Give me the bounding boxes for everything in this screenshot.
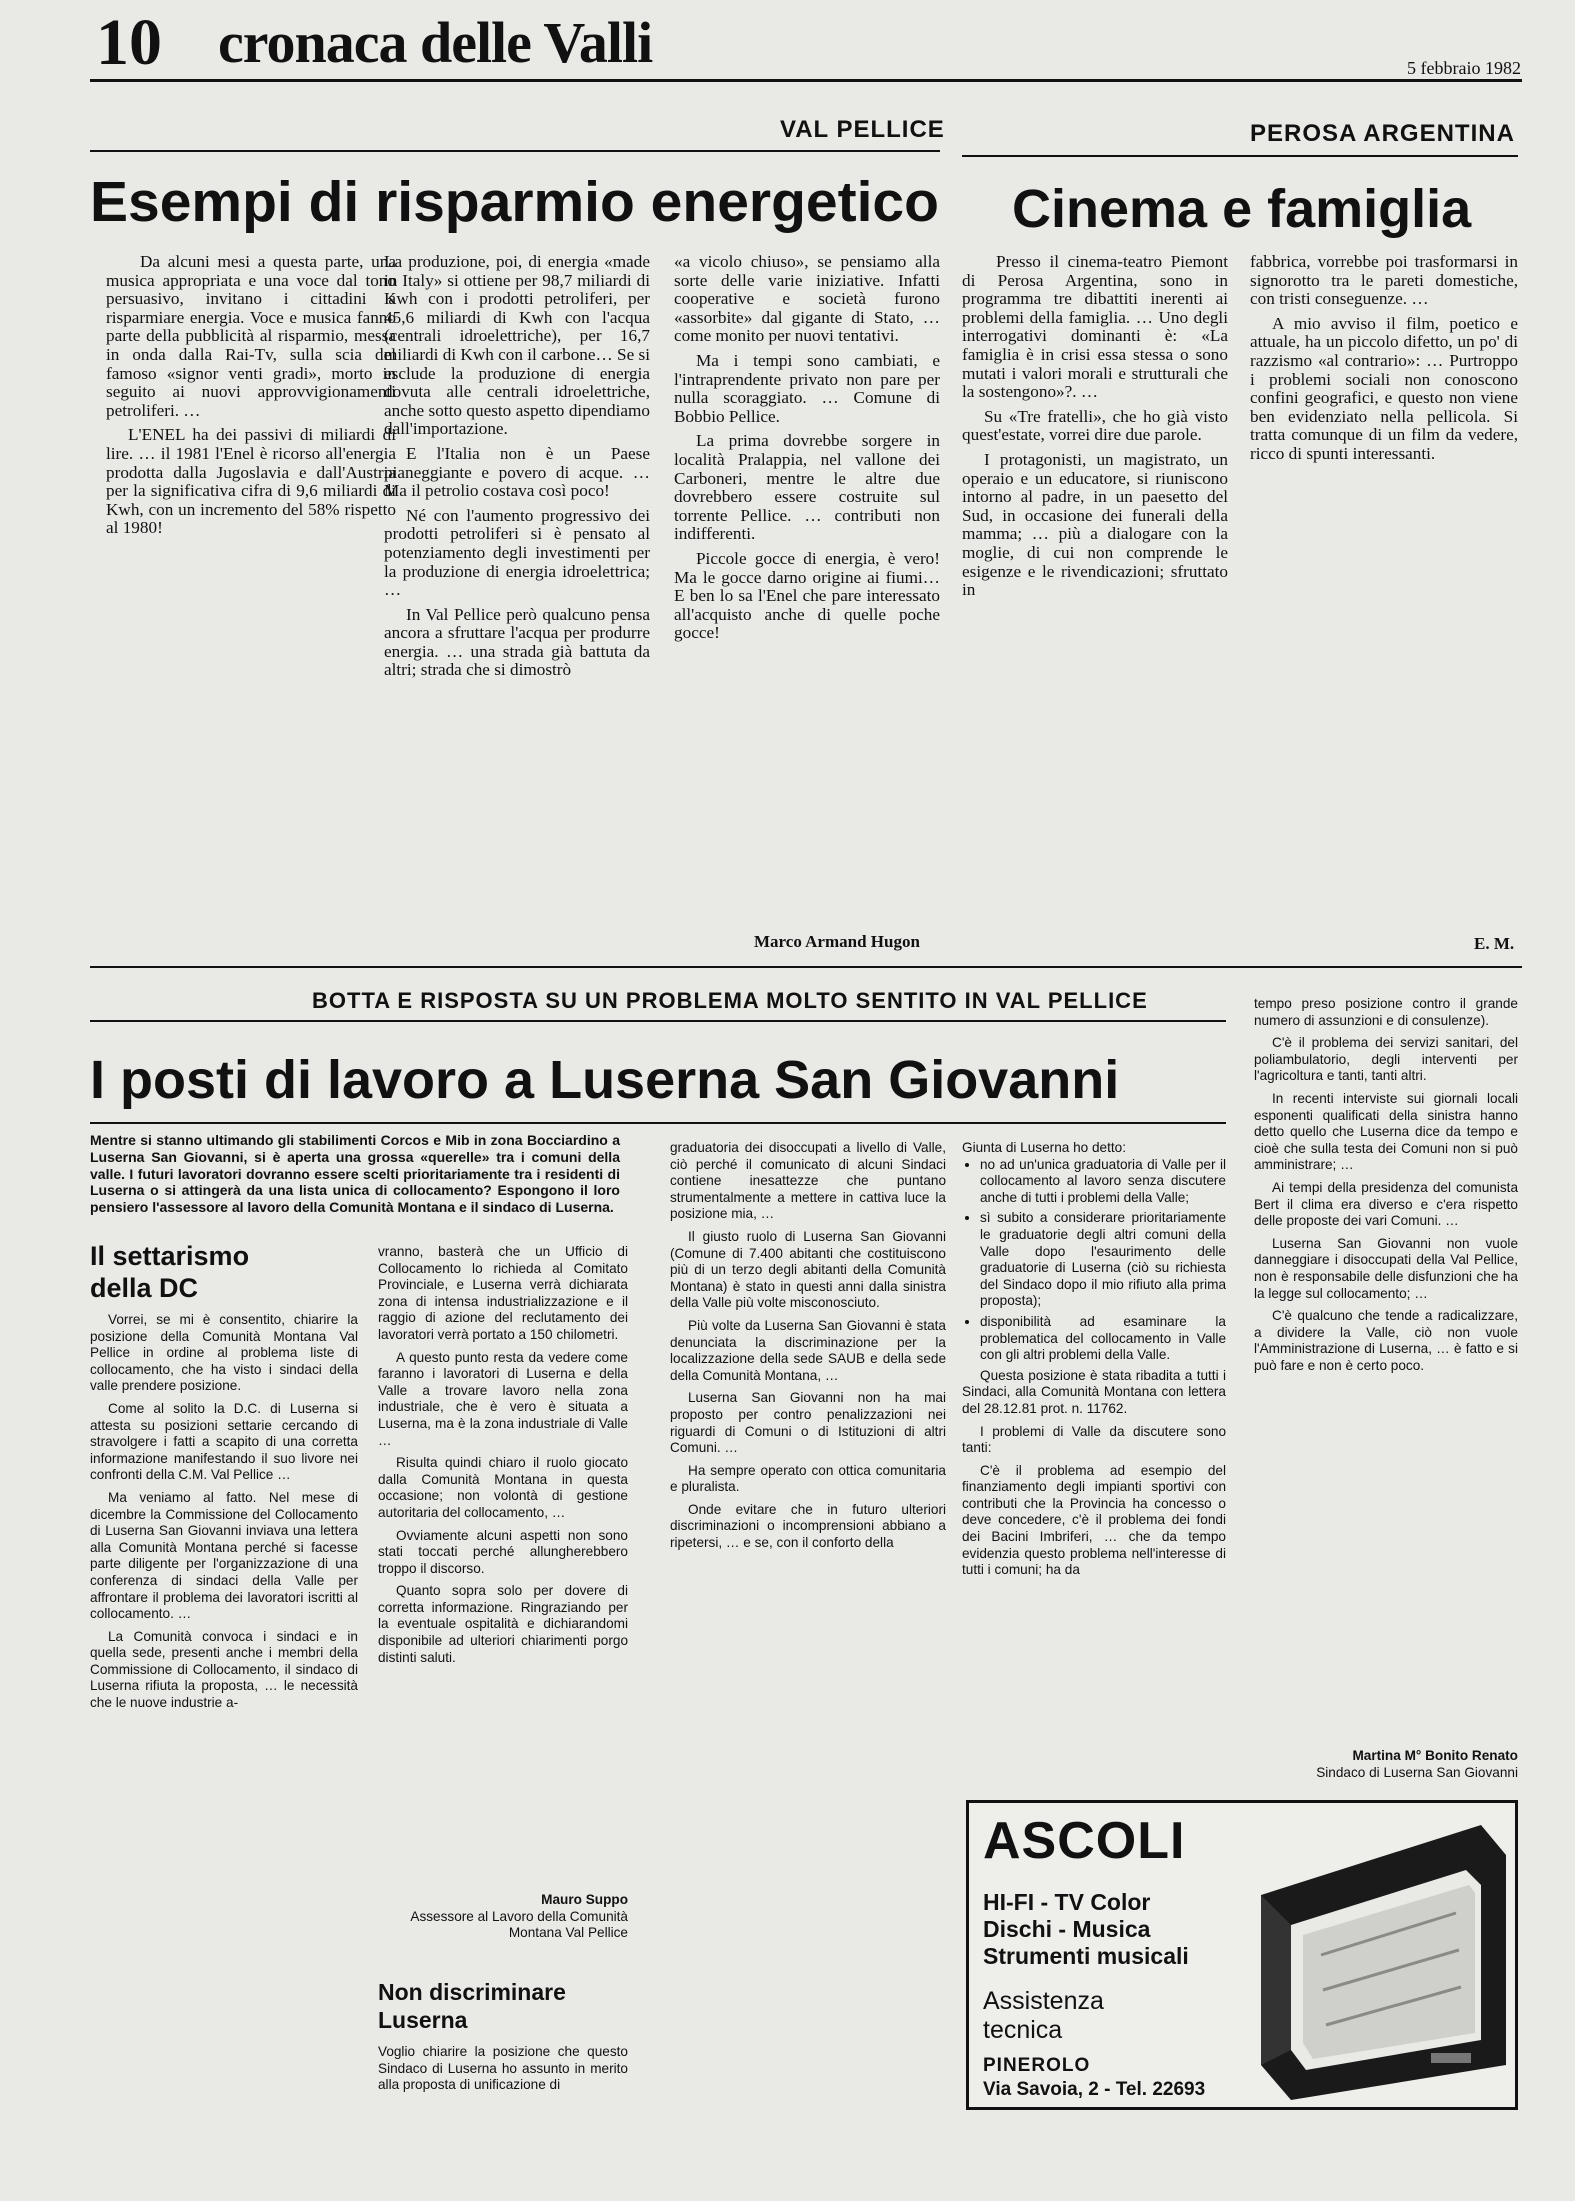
issue-date: 5 febbraio 1982 — [1407, 58, 1521, 78]
paragraph: C'è il problema dei servizi sanitari, del poliambulatorio, degli interventi per l'agricoltura e tanti, tanti altri. — [1254, 1035, 1518, 1084]
tv-illustration-icon — [1231, 1815, 1513, 2105]
ad-service-line: Assistenza — [983, 1987, 1104, 2015]
paragraph: Ma veniamo al fatto. Nel mese di dicembre la Commissione del Collocamento di Luserna San Giovanni inviava una lettera alla Comunità Montana perché si facesse parte diligente per l'organizzazione di una conferenza di sindaci della Valle per affrontare il problema dei lavoratori iscritti al collocamento. … — [90, 1489, 358, 1622]
paragraph: In recenti interviste sui giornali locali esponenti qualificati della sinistra hanno detto quello che Luserna dice da tempo e cioè che sulla testa dei Comuni non si può amministrare; … — [1254, 1090, 1518, 1173]
paragraph: Luserna San Giovanni non ha mai proposto per contro penalizzazioni nei riguardi di Comuni o di Istituzioni di altri Comuni. … — [670, 1390, 946, 1456]
paragraph: Su «Tre fratelli», che ho già visto quest'estate, vorrei dire due parole. — [962, 406, 1228, 445]
paragraph: La prima dovrebbe sorgere in località Pralappia, nel vallone dei Carboneri, mentre le altre due dovrebbero essere costruite sul torrente Pellice. … contributi non indifferenti. — [674, 431, 940, 544]
kicker-botta-e-risposta: BOTTA E RISPOSTA SU UN PROBLEMA MOLTO SENTITO IN VAL PELLICE — [312, 988, 1148, 1013]
paragraph: Luserna San Giovanni non vuole danneggiare i disoccupati della Val Pellice, non è responsabile delle disfunzioni che ha la legge sul collocamento; … — [1254, 1235, 1518, 1301]
signature-mayor — [1140, 1748, 1518, 1781]
ad-service — [983, 1987, 1104, 2045]
jobs-kicker-rule — [90, 1020, 1226, 1022]
energy-column-1 — [106, 253, 396, 953]
paragraph: A questo punto resta da vedere come faranno i lavoratori di Luserna e della Valle a trovare lavoro nella zona industriale, che è vero è situata a Luserna, ma è la zona industriale di Valle … — [378, 1349, 628, 1448]
paragraph: Onde evitare che in futuro ulteriori discriminazioni o incomprensioni abbiano a ripetersi, … e se, con il conforto della — [670, 1501, 946, 1551]
jobs-intro: Mentre si stanno ultimando gli stabilimenti Corcos e Mib in zona Bocciardino a Luserna San Giovanni, si è aperta una grossa «querelle» tra i comuni della valle. I futuri lavoratori dovranno essere scelti prioritariamente tra i residenti di Luserna o si attingerà da una lista unica di collocamento? Espongono il loro pensiero l'assessore al lavoro della Comunità Montana e il sindaco di Luserna. — [90, 1132, 620, 1216]
paragraph: Come al solito la D.C. di Luserna si attesta su posizioni settarie cercando di stravolgere i fatti a scapito di una corretta informazione manifestando il suo livore nei confronti della C.M. Val Pellice … — [90, 1400, 358, 1483]
headline-energy: Esempi di risparmio energetico — [90, 170, 939, 234]
kicker-val-pellice: VAL PELLICE — [780, 116, 945, 143]
headline-cinema: Cinema e famiglia — [1012, 179, 1472, 239]
paragraph: Da alcuni mesi a questa parte, una musica appropriata e una voce dal tono persuasivo, invitano i cittadini a risparmiare energia. Voce e musica fanno parte della pubblicità al risparmio, messa in onda dalla Rai-Tv, sulla scia del famoso «signor venti gradi», morto in seguito ai nuovi approvvigionamenti petroliferi. … — [106, 253, 396, 420]
paragraph: C'è il problema ad esempio del finanziamento degli impianti sportivi con contributi che la Provincia ha concesso o deve concedere, c'è il problema dei fondi dei Bacini Imbriferi, … che da tempo evidenzia questo problema nell'interesse di tutti i comuni; ha da — [962, 1462, 1226, 1578]
ad-line: HI-FI - TV Color — [983, 1889, 1151, 1915]
signature-name: Martina M° Bonito Renato — [1352, 1748, 1518, 1763]
paragraph: A mio avviso il film, poetico e attuale, ha un piccolo difetto, un po' di razzismo «al contrario»: … Purtroppo i problemi sociali non conoscono confini geografici, e questo non viene ben evidenziato nella pellicola. Si tratta comunque di un film da vedere, ricco di spunti interessanti. — [1250, 313, 1518, 463]
jobs-column-3 — [670, 1140, 946, 2112]
list-item: • sì subito a considerare prioritariamente le graduatorie degli altri comuni della Valle dopo l'esaurimento delle graduatorie di Luserna (ciò su richiesta del Sindaco dopo il mio rifiuto alla prima proposta); — [980, 1210, 1226, 1310]
paragraph: Questa posizione è stata ribadita a tutti i Sindaci, alla Comunità Montana con lettera del 28.12.81 prot. n. 11762. — [962, 1367, 1226, 1416]
kicker-perosa-argentina: PEROSA ARGENTINA — [1250, 120, 1515, 147]
ad-service-line: tecnica — [983, 2016, 1063, 2044]
paragraph: La Comunità convoca i sindaci e in quella sede, presenti anche i membri della Commissione di Collocamento, il sindaco di Luserna rifiuta la proposta, … le necessità che le nuove industrie a- — [90, 1628, 358, 1711]
paragraph: tempo preso posizione contro il grande numero di assunzioni e di consulenze). — [1254, 996, 1518, 1028]
signature-role: Sindaco di Luserna San Giovanni — [1316, 1764, 1518, 1780]
paragraph: Ha sempre operato con ottica comunitaria e pluralista. — [670, 1462, 946, 1495]
section-title: cronaca delle Valli — [218, 10, 653, 75]
paragraph: Ai tempi della presidenza del comunista Bert il clima era diverso e c'era rispetto delle proposte dei vari Comuni. … — [1254, 1179, 1518, 1229]
list-item: • disponibilità ad esaminare la problematica del collocamento in Valle con gli altri problemi della Valle. — [980, 1314, 1226, 1364]
cinema-column-1 — [962, 253, 1228, 953]
ad-line: Strumenti musicali — [983, 1943, 1189, 1969]
paragraph: fabbrica, vorrebbe poi trasformarsi in signorotto tra le pareti domestiche, con tristi conseguenze. … — [1250, 253, 1518, 309]
paragraph: Presso il cinema-teatro Piemont di Perosa Argentina, sono in programma tre dibattiti inerenti ai problemi della famiglia. … Uno degli interrogativi dominanti è: «La famiglia è in crisi essa stessa o sono mutati i valori morali e strutturali che la sostengono»?. … — [962, 253, 1228, 402]
paragraph: Ovviamente alcuni aspetti non sono stati toccati perché allungherebbero troppo il discorso. — [378, 1527, 628, 1576]
signature-name: Mauro Suppo — [541, 1892, 628, 1907]
list-intro: Giunta di Luserna ho detto: — [962, 1140, 1126, 1155]
jobs-headline-rule — [90, 1122, 1226, 1124]
jobs-column-1 — [90, 1312, 358, 2112]
paragraph: C'è qualcuno che tende a radicalizzare, a dividere la Valle, ciò non vuole l'Amministrazione di Luserna, … è fatto e si può fare e non è certo poco. — [1254, 1308, 1518, 1373]
page-number: 10 — [96, 6, 162, 79]
paragraph: Vorrei, se mi è consentito, chiarire la posizione della Comunità Montana Val Pellice in ordine al problema liste di collocamento, che ha visto i sindaci della valle prendere posizione. — [90, 1312, 358, 1394]
energy-column-3 — [674, 253, 940, 933]
paragraph: Né con l'aumento progressivo dei prodotti petroliferi si è pensato al potenziamento degli investimenti per la produzione di energia idroelettrica; … — [384, 505, 650, 600]
paragraph: E l'Italia non è un Paese pianeggiante e povero di acque. … Ma il petrolio costava così poco! — [384, 443, 650, 501]
kicker-rule-right — [962, 155, 1518, 157]
jobs-column-5 — [1254, 996, 1518, 1716]
list-item: • no ad un'unica graduatoria di Valle per il collocamento al lavoro senza discutere anche di tutti i problemi della Valle; — [980, 1157, 1226, 1207]
signature-suppo — [378, 1892, 628, 1942]
masthead-rule — [90, 79, 1522, 82]
paragraph: Il giusto ruolo di Luserna San Giovanni (Comune di 7.400 abitanti che costituiscono più di un terzo degli abitanti della Comunità Montana) è stato in questi anni dalla sinistra della Valle più volte misconosciuto. — [670, 1228, 946, 1311]
jobs-column-2 — [378, 1244, 628, 1864]
cinema-signature: E. M. — [1474, 934, 1515, 953]
cinema-column-2 — [1250, 253, 1518, 933]
paragraph: I problemi di Valle da discutere sono tanti: — [962, 1423, 1226, 1456]
ad-line: Dischi - Musica — [983, 1916, 1151, 1942]
paragraph: Più volte da Luserna San Giovanni è stata denunciata la discriminazione per la localizzazione della sede SAUB e della sede della Comunità Montana, … — [670, 1317, 946, 1383]
signature-role: Assessore al Lavoro della Comunità Montana Val Pellice — [410, 1908, 628, 1941]
paragraph: La produzione, poi, di energia «made in Italy» si ottiene per 98,7 miliardi di Kwh con i prodotti petroliferi, per 45,6 miliardi di Kwh con l'acqua (centrali idroelettriche), per 16,7 miliardi di Kwh con il carbone… Se si esclude la produzione di energia dovuta alle centrali idroelettriche, anche sotto questo aspetto dipendiamo dall'importazione. — [384, 253, 650, 439]
ad-address: Via Savoia, 2 - Tel. 22693 — [983, 2079, 1206, 2100]
ad-product-list — [983, 1889, 1189, 1970]
paragraph: vranno, basterà che un Ufficio di Collocamento lo richieda al Comitato Provinciale, e Luserna verrà dichiarata zona di intensa industrializzazione e il raggio di azione del reclutamento dei lavoratori verrà portato a 150 chilometri. — [378, 1244, 628, 1342]
section-divider — [90, 966, 1522, 968]
subhead-non-discriminare: Non discriminare Luserna — [378, 1979, 566, 2033]
paragraph: Piccole gocce di energia, è vero! Ma le gocce darno origine ai fiumi… E ben lo sa l'Enel che pare interessato all'acquisto anche di quelle poche gocce! — [674, 548, 940, 643]
energy-signature: Marco Armand Hugon — [754, 932, 920, 951]
paragraph: Risulta quindi chiaro il ruolo giocato dalla Comunità Montana in questa occasione; non volontà di gestione autoritaria del collocamento, … — [378, 1455, 628, 1520]
paragraph: L'ENEL ha dei passivi di miliardi di lire. … il 1981 l'Enel è ricorso all'energia prodotta dalla Jugoslavia e dall'Austria per la significativa cifra di 9,6 miliardi di Kwh, con un incremento del 58% rispetto al 1980! — [106, 425, 396, 538]
kicker-rule-left — [90, 150, 940, 152]
position-list — [962, 1157, 1226, 1364]
jobs-column-2-tail: Voglio chiarire la posizione che questo Sindaco di Luserna ho assunto in merito alla proposta di unificazione di — [378, 2044, 628, 2093]
paragraph: I protagonisti, un magistrato, un operaio e un educatore, si riuniscono intorno al padre, in un paesetto del Sud, in occasione dei funerali della mamma; … più a dialogare con la moglie, di cui non comprende le esigenze e le rivendicazioni; sfruttato in — [962, 449, 1228, 600]
paragraph: graduatoria dei disoccupati a livello di Valle, ciò perché il comunicato di alcuni Sindaci contiene inesattezze che puntano strumentalmente a mettere in cattiva luce la posizione mia, … — [670, 1140, 946, 1222]
headline-jobs: I posti di lavoro a Luserna San Giovanni — [90, 1050, 1120, 1110]
ad-brand: ASCOLI — [983, 1812, 1186, 1870]
energy-column-2 — [384, 253, 650, 953]
paragraph: «a vicolo chiuso», se pensiamo alla sorte delle varie iniziative. Infatti cooperative e società furono «assorbite» dal gigante di Stato, … come monito per nuovi tentativi. — [674, 253, 940, 346]
subhead-settarismo: Il settarismo della DC — [90, 1241, 250, 1303]
paragraph: In Val Pellice però qualcuno pensa ancora a sfruttare l'acqua per produrre energia. … una strada già battuta da altri; strada che si dimostrò — [384, 604, 650, 680]
paragraph: Quanto sopra solo per dovere di corretta informazione. Ringraziando per la eventuale ospitalità e dichiarandomi disponibile ad ulteriori chiarimenti porgo distinti saluti. — [378, 1583, 628, 1665]
ad-town: PINEROLO — [983, 2055, 1091, 2076]
ascoli-advertisement — [966, 1800, 1518, 2110]
paragraph: Ma i tempi sono cambiati, e l'intraprendente privato non pare per nulla scoraggiato. … Comune di Bobbio Pellice. — [674, 350, 940, 426]
jobs-column-4 — [962, 1140, 1226, 1800]
